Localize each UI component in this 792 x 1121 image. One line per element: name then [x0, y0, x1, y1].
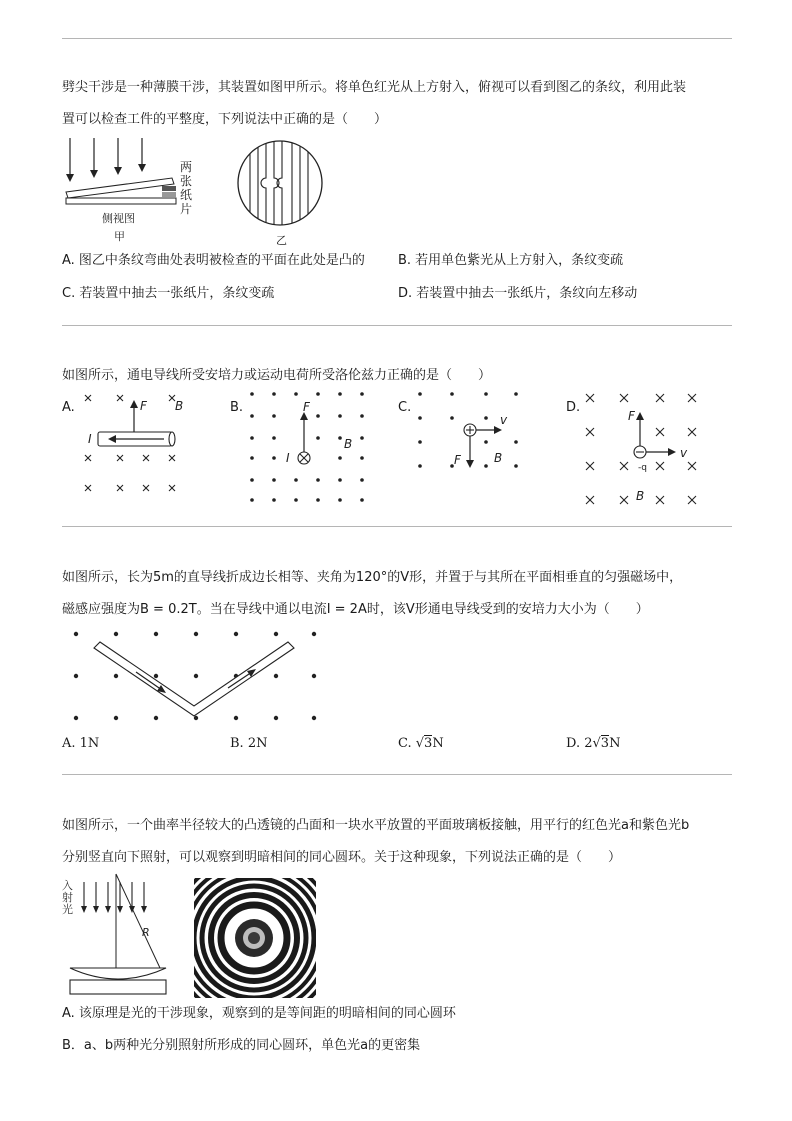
q4-fig-light-label: 入射光 [62, 879, 73, 916]
q2-option-c-figure[interactable] [414, 390, 526, 474]
q2-b-current-label: I [286, 451, 290, 465]
q2-a-force-label: F [140, 399, 147, 413]
q1-fig-jia-caption-top: 侧视图 [102, 212, 135, 225]
q2-option-b-figure[interactable] [246, 388, 372, 506]
q1-stem-line2: 置可以检查工件的平整度，下列说法中正确的是（ ） [62, 112, 388, 127]
q2-option-a-label[interactable]: A. [62, 400, 75, 415]
q2-d-charge-label: -q [638, 463, 647, 473]
q3-stem-line2: 磁感应强度为B = 0.2T。当在导线中通以电流I = 2A时，该V形通电导线受到的安培力大小为（ ） [62, 602, 649, 617]
q2-option-d-label[interactable]: D. [566, 400, 581, 415]
q3-option-d-unit: N [609, 736, 621, 751]
q2-a-current-label: I [88, 432, 92, 446]
q2-d-field-label: B [636, 489, 645, 503]
q1-option-b[interactable]: B. 若用单色紫光从上方射入，条纹变疏 [398, 253, 624, 268]
q2-a-field-label: B [175, 399, 184, 413]
q3-option-c-root: 3 [424, 736, 433, 751]
q2-d-force-label: F [628, 409, 635, 423]
q4-stem-line2: 分别竖直向下照射，可以观察到明暗相间的同心圆环。关于这种现象，下列说法正确的是（ ） [62, 850, 622, 865]
q3-v-wire-figure [66, 624, 326, 724]
q4-option-a[interactable]: A. 该原理是光的干涉现象，观察到的是等间距的明暗相间的同心圆环 [62, 1006, 456, 1021]
q3-option-d[interactable] [566, 736, 620, 752]
q1-fig-jia-caption-bottom: 甲 [114, 230, 125, 243]
q3-option-a[interactable]: A. 1N [62, 736, 100, 751]
divider-q2-q3 [62, 526, 732, 527]
q1-option-c[interactable]: C. 若装置中抽去一张纸片，条纹变疏 [62, 286, 275, 301]
divider-q1-q2 [62, 325, 732, 326]
q4-lens-figure [62, 872, 180, 998]
q3-stem-line1: 如图所示，长为5m的直导线折成边长相等、夹角为120°的V形，并置于与其所在平面相垂直的匀强磁场中， [62, 570, 683, 585]
q2-b-force-label: F [303, 400, 310, 414]
divider-q3-q4 [62, 774, 732, 775]
q1-fig-jia-side-label: 两张纸片 [180, 160, 193, 216]
q3-option-b[interactable]: B. 2N [230, 736, 268, 751]
q1-option-d[interactable]: D. 若装置中抽去一张纸片，条纹向左移动 [398, 286, 638, 301]
q1-fig-yi-caption: 乙 [276, 234, 287, 247]
top-divider [62, 38, 732, 39]
q2-b-field-label: B [344, 437, 353, 451]
q4-fig-radius-label: R [142, 926, 150, 939]
q2-c-force-label: F [454, 453, 461, 467]
q4-stem-line1: 如图所示，一个曲率半径较大的凸透镜的凸面和一块水平放置的平面玻璃板接触，用平行的红色光a和紫色光b [62, 818, 690, 833]
q4-newton-rings-figure [194, 878, 316, 998]
q2-c-velocity-label: v [500, 413, 508, 427]
q4-option-b[interactable]: B．a、b两种光分别照射所形成的同心圆环，单色光a的更密集 [62, 1038, 421, 1053]
sqrt-icon: √ [592, 736, 601, 751]
q2-c-field-label: B [494, 451, 503, 465]
q3-option-d-root: 3 [600, 736, 610, 751]
q3-option-d-prefix: D. 2 [566, 736, 593, 751]
q1-stem-line1: 劈尖干涉是一种薄膜干涉，其装置如图甲所示。将单色红光从上方射入，俯视可以看到图乙的条纹，利用此装 [62, 80, 687, 95]
q3-option-c-prefix: C. [398, 736, 416, 751]
q1-option-a[interactable]: A. 图乙中条纹弯曲处表明被检查的平面在此处是凸的 [62, 253, 365, 268]
q2-option-b-label[interactable]: B. [230, 400, 244, 415]
q3-option-c[interactable] [398, 736, 444, 752]
q1-figure-yi [236, 138, 328, 248]
q2-option-d-figure[interactable] [580, 388, 706, 508]
q2-option-a-figure[interactable] [76, 388, 200, 498]
q3-option-c-unit: N [432, 736, 444, 751]
q2-d-velocity-label: v [680, 446, 688, 460]
sqrt-icon: √ [415, 736, 425, 751]
q2-stem: 如图所示，通电导线所受安培力或运动电荷所受洛伦兹力正确的是（ ） [62, 368, 492, 383]
q2-option-c-label[interactable]: C. [398, 400, 412, 415]
